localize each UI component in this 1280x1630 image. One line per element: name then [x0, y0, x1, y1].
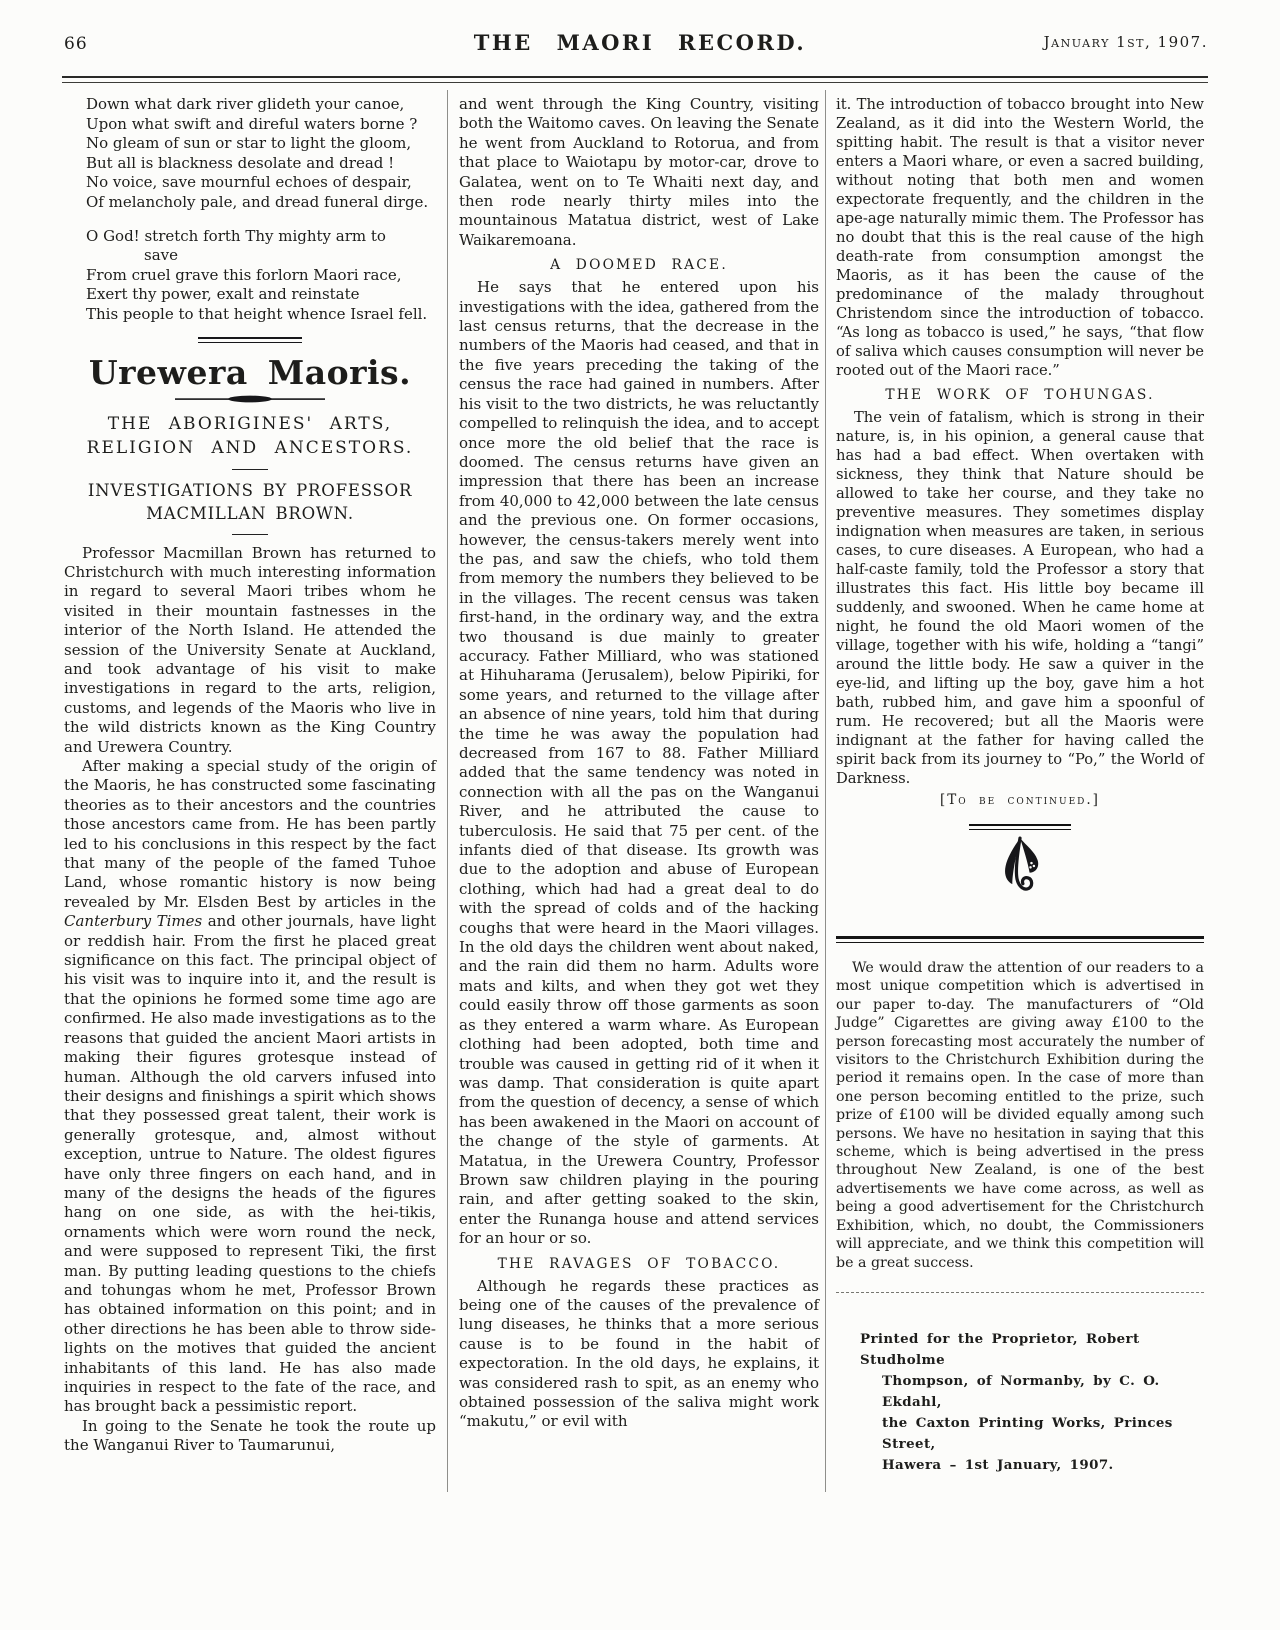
double-rule — [969, 824, 1071, 830]
dashed-rule — [836, 1292, 1204, 1293]
poem-line: No voice, save mournful echoes of despair, — [86, 173, 412, 192]
short-rule — [232, 469, 268, 470]
imprint-line: Thompson, of Normanby, by C. O. Ekdahl, — [882, 1372, 1160, 1410]
poem-line: Of melancholy pale, and dread funeral dirge. — [86, 192, 429, 211]
issue-date: January 1st, 1907. — [1043, 33, 1208, 51]
section-heading: A DOOMED RACE. — [550, 257, 728, 274]
short-rule — [232, 534, 268, 535]
to-be-continued-note: [To be continued.] — [940, 792, 1100, 808]
page-number: 66 — [64, 34, 88, 54]
article-headline: Urewera Maoris. — [88, 352, 412, 392]
paragraph-text: After making a special study of the origin of the Maoris, he has constructed some fascinating theories as to their ancestors and the countries those ancestors came from. He has been partly led to his conclusions in this respect by the fact that many of the people of the famed Tuhoe Land, whose romantic history is now being revealed by Mr. Elsden Best by articles in the — [64, 757, 436, 911]
column-3 — [836, 95, 1204, 1476]
competition-paragraph: We would draw the attention of our readers to a most unique competition which is advertised in our paper to-day. The manufacturers of “Old Judge” Cigarettes are giving away £100 to the person forecasting most accurately the number of visitors to the Christchurch Exhibition during the period it remains open. In the case of more than one person becoming entitled to the prize, such prize of £100 will be divided equally among such persons. We have no hesitation in saying that this scheme, which is being advertised in the press throughout New Zealand, is one of the best advertisements we have come across, as well as being a good advertisement for the Christchurch Exhibition, which, no doubt, the Commissioners will appreciate, and we think this competition will be a great success. — [836, 960, 1204, 1271]
body-paragraph: it. The introduction of tobacco brought into New Zealand, as it did into the Western World, the spitting habit. The result is that a visitor never enters a Maori whare, or even a sacred building, without noting that both men and women expectorate frequently, and the children in the ape-age naturally mimic them. The Professor has no doubt that this is the real cause of the high death-rate from consumption amongst the Maoris, as it has been the cause of the predominance of the malady throughout Christendom since the introduction of tobacco. “As long as tobacco is used,” he says, “that flow of saliva which causes consumption will never be rooted out of the Maori race.” — [836, 96, 1204, 379]
article-byline: INVESTIGATIONS BY PROFESSOR MACMILLAN BROWN. — [87, 480, 413, 523]
poem-line: Upon what swift and direful waters borne ? — [86, 114, 418, 133]
imprint-line: the Caxton Printing Works, Princes Street, — [882, 1414, 1173, 1452]
column-1 — [64, 95, 436, 1456]
body-paragraph: The vein of fatalism, which is strong in their nature, is, in his opinion, a general cause that has had a bad effect. When overtaken with sickness, they think that Nature should be allowed to take her course, and they take no preventive measures. They sometimes display indignation when measures are taken, in serious cases, to cure diseases. A European, who had a half-caste family, told the Professor a story that illustrates this fact. His little boy became ill suddenly, and swooned. When he came home at night, he found the old Maori women of the village, together with his wife, holding a “tangi” around the little body. He saw a quiver in the eye-lid, and lifting up the boy, gave him a hot bath, rubbed him, and gave him a spoonful of rum. He recovered; but all the Maoris were indignant at the father for having called the spirit back from its journey to “Po,” the World of Darkness. — [836, 409, 1204, 787]
body-paragraph: In going to the Senate he took the route up the Wanganui River to Taumarunui, — [64, 1416, 436, 1455]
column-2 — [459, 95, 819, 1432]
double-rule — [836, 936, 1204, 943]
imprint-line: Printed for the Proprietor, Robert Studholme — [860, 1330, 1140, 1368]
poem-line: This people to that height whence Israel fell. — [86, 304, 428, 323]
imprint — [836, 1329, 1204, 1476]
body-paragraph — [64, 757, 436, 1417]
poem-line: Exert thy power, exalt and reinstate — [86, 285, 360, 304]
poem-line: From cruel grave this forlorn Maori race, — [86, 265, 402, 284]
body-paragraph: He says that he entered upon his investigations with the idea, gathered from the last census returns, that the decrease in the numbers of the Maoris had ceased, and that in the five years preceding the taking of the census the race had gained in numbers. After his visit to the two districts, he was reluctantly compelled to relinquish the idea, and to accept once more the old belief that the race is doomed. The census returns have given an impression that there has been an increase from 40,000 to 42,000 between the late census and the previous one. On former occasions, however, the census-takers merely went into the pas, and saw the chiefs, who told them from memory the numbers they believed to be in the villages. The recent census was taken first-hand, in the ordinary way, and the extra two thousand is due mainly to greater accuracy. Father Milliard, who was stationed at Hihuharama (Jerusalem), below Pipiriki, for some years, and returned to the village after an absence of nine years, told him that during the time he was away the population had decreased from 167 to 88. Father Milliard added that the same tendency was noted in connection with all the pas on the Wanganui River, and he attributed the cause to tuberculosis. He said that 75 per cent. of the infants died of that disease. Its growth was due to the adoption and abuse of European clothing, which had had a great deal to do with the spread of colds and of the hacking coughs that were heard in the Maori villages. In the old days the children went about naked, and the rain did them no harm. Adults wore mats and kilts, and when they got wet they could easily throw off those garments as soon as they entered a warm whare. As European clothing had been adopted, both time and trouble was caused in getting rid of it when it was damp. That consideration is quite apart from the question of decency, a sense of which has been awakened in the Maori on account of the change of the style of garments. At Matatua, in the Urewera Country, Professor Brown saw children playing in the pouring rain, and after getting soaked to the skin, enter the Runanga house and attend services for an hour or so. — [459, 278, 819, 1248]
masthead-title: THE MAORI RECORD. — [473, 30, 807, 55]
poem — [64, 95, 436, 325]
fleuron-icon — [836, 836, 1204, 894]
column-divider — [825, 90, 826, 1492]
poem-line: Down what dark river glideth your canoe, — [86, 95, 405, 113]
poem-line: No gleam of sun or star to light the gloom, — [86, 134, 412, 153]
section-heading: THE WORK OF TOHUNGAS. — [885, 387, 1155, 403]
body-paragraph: Professor Macmillan Brown has returned to Christchurch with much interesting information in regard to several Maori tribes whom he visited in their mountain fastnesses in the interior of the North Island. He attended the session of the University Senate at Auckland, and took advantage of his visit to make investigations in regard to the arts, religion, customs, and legends of the Maoris who live in the wild districts known as the King Country and Urewera Country. — [64, 543, 436, 756]
header-rule — [62, 76, 1208, 83]
poem-line: save — [144, 246, 178, 265]
section-heading: THE RAVAGES OF TOBACCO. — [497, 1255, 781, 1272]
article-subtitle: THE ABORIGINES' ARTS, RELIGION AND ANCESTORS. — [86, 413, 414, 458]
paragraph-text: and other journals, have light or reddish hair. From the first he placed great significance on this fact. The principal object of his visit was to inquire into it, and the result is that the opinions he formed some time ago are confirmed. He also made investigations as to the reasons that guided the ancient Maori artists in making their figures grotesque instead of human. Although the old carvers infused into their designs and finishings a spirit which shows that they possessed great talent, their work is generally grotesque, and, almost without exception, untrue to Nature. The oldest figures have only three fingers on each hand, and in many of the designs the heads of the figures hang on one side, as with the hei-tikis, ornaments which were worn round the neck, and were supposed to represent Tiki, the first man. By putting leading questions to the chiefs and tohungas whom he met, Professor Brown has obtained information on this point; and in other directions he has been able to throw side-lights on the motives that guided the ancient inhabitants of this land. He has also made inquiries in respect to the fate of the race, and has brought back a pessimistic report. — [64, 912, 436, 1416]
body-paragraph: Although he regards these practices as being one of the causes of the prevalence of lung diseases, he thinks that a more serious cause is to be found in the habit of expectoration. In the old days, he explains, it was considered rash to spit, as an enemy who obtained possession of the saliva might work “makutu,” or evil with — [459, 1276, 819, 1431]
imprint-line: Hawera – 1st January, 1907. — [882, 1456, 1114, 1473]
italic-journal-name: Canterbury Times — [64, 912, 203, 931]
poem-line: But all is blackness desolate and dread ! — [86, 153, 395, 172]
poem-line: O God! stretch forth Thy mighty arm to — [86, 226, 386, 245]
column-divider — [447, 90, 448, 1492]
swelled-rule — [64, 394, 436, 404]
double-rule — [198, 337, 302, 343]
body-paragraph: and went through the King Country, visiting both the Waitomo caves. On leaving the Senate he went from Auckland to Rotorua, and from that place to Waiotapu by motor-car, drove to Galatea, went on to Te Whaiti next day, and then rode nearly thirty miles into the mountainous Matatua district, west of Lake Waikaremoana. — [459, 95, 819, 249]
